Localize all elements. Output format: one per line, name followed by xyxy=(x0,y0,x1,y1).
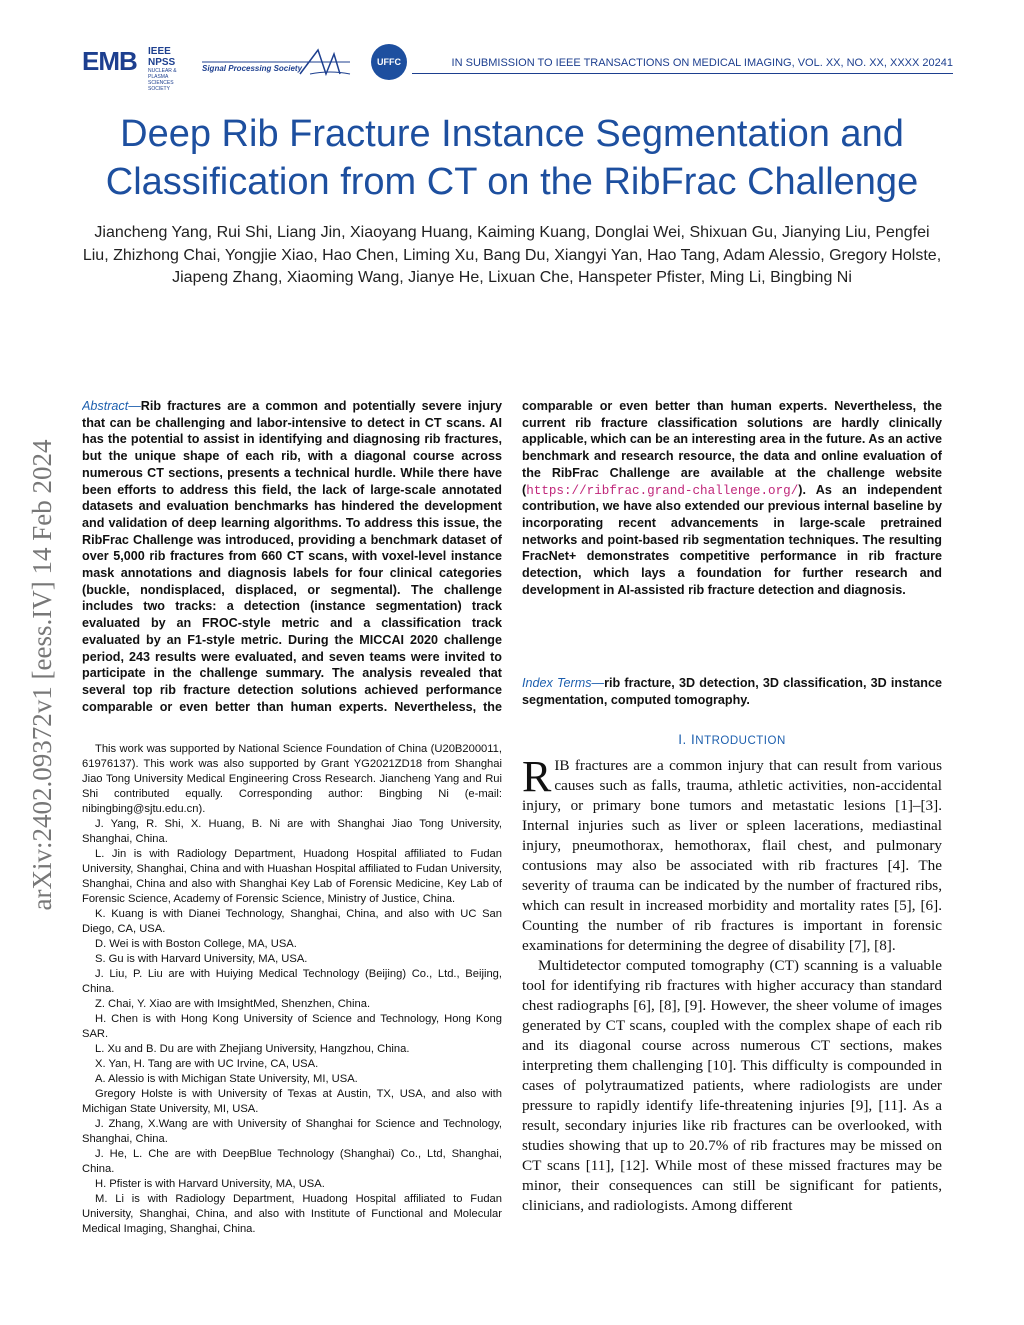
abstract-text-1: comparable or even better than human experts. Nevertheless, the current rib fracture classification solutions are hardly clinically applicable, which can be an interesting area in the future. As an active benchmark and research resource, the data and online evaluation of the RibFrac Challenge are available at the challenge website ( xyxy=(522,399,942,497)
index-terms-text: rib fracture, 3D detection, 3D classification, 3D instance segmentation, computed tomography. xyxy=(522,676,942,707)
intro-p1-text: fractures are a common injury that can result from various causes such as falls, trauma, athletic activities, non-accidental injury, or primary bone tumors and metastatic lesions [1]–[3]. Internal injuries such as liver or spleen lacerations, mediastinal injury, pneumothorax, hemothorax, flail chest, and pulmonary contusions may also be associated with rib fractures [4]. The severity of trauma can be indicated by the number of fractured ribs, which can result in increased morbidity and mortality rates [5], [6]. Counting the number of rib fractures is important in forensic examinations for determining the degree of disability [7], [8]. xyxy=(522,757,942,954)
footnote-0: This work was supported by National Science Foundation of China (U20B200011, 61976137). This work was also supported by Grant YG2021ZD18 from Shanghai Jiao Tong University Medical Engineering Cross Research. Jiancheng Yang and Rui Shi contributed equally. Corresponding author: Bingbing Ni (e-mail: nibingbing@sjtu.edu.cn). xyxy=(82,743,502,815)
sps-logo-text: Signal Processing Society xyxy=(202,64,303,73)
ieee-npss-logo xyxy=(148,46,194,92)
abstract-right-column xyxy=(522,398,942,668)
footnote-4: D. Wei is with Boston College, MA, USA. xyxy=(95,938,297,950)
abstract-text-1: Rib fractures are a common and potentially severe injury that can be challenging and labor-intensive to detect in CT scans. AI has the potential to assist in identifying and diagnosing rib fractures, but the unique shape of each rib, with a diagonal course across numerous CT sections, presents a technical hurdle. While there have been efforts to address this field, the lack of large-scale annotated datasets and evaluation benchmarks has hindered the development and validation of deep learning algorithms. To address this issue, the RibFrac Challenge was introduced, providing a benchmark dataset of over 5,000 rib fractures from 660 CT scans, with voxel-level instance mask annotations and diagnosis labels for four clinical categories (buckle, nondisplaced, displaced, or segmental). The challenge includes two tracks: a detection (instance segmentation) track evaluated by an FROC-style metric and a classification track evaluated by an F1-style metric. During the MICCAI 2020 challenge period, 243 results were evaluated, and seven teams were invited to participate in the challenge summary. The analysis revealed that several top rib fracture detection solutions achieved performance comparable or even better than human experts. Nevertheless, the xyxy=(82,399,502,714)
footnote-15: H. Pfister is with Harvard University, MA, USA. xyxy=(95,1178,325,1190)
uffc-logo: UFFC xyxy=(371,44,407,80)
footnote-10: X. Yan, H. Tang are with UC Irvine, CA, USA. xyxy=(95,1058,319,1070)
npss-logo-text: IEEE NPSS xyxy=(148,46,176,68)
abstract-left-column xyxy=(82,398,502,716)
abstract-label: Abstract— xyxy=(82,399,141,413)
intro-paragraph-1 xyxy=(522,752,942,956)
footnote-13: J. Zhang, X.Wang are with University of Shanghai for Science and Technology, Shanghai, China. xyxy=(82,1118,502,1145)
emb-logo: EMB xyxy=(82,46,137,76)
footnote-8: H. Chen is with Hong Kong University of Science and Technology, Hong Kong SAR. xyxy=(82,1013,502,1040)
footnote-16: M. Li is with Radiology Department, Huadong Hospital affiliated to Fudan University, Shanghai, China, and also with Institute of Functional and Molecular Medical Imaging, Shanghai, China. xyxy=(82,1193,502,1235)
abstract-text-2: ). As an independent contribution, we have also extended our previous internal baseline by incorporating recent advancements in large-scale pretrained networks and point-based rib segmentation techniques. The resulting FracNet+ demonstrates competitive performance in rib fracture detection, which lays a foundation for further research and development in AI-assisted rib fracture detection and diagnosis. xyxy=(522,482,942,597)
intro-lead: IB xyxy=(554,757,570,774)
footnote-3: K. Kuang is with Dianei Technology, Shanghai, China, and also with UC San Diego, CA, USA. xyxy=(82,908,502,935)
footnote-7: Z. Chai, Y. Xiao are with ImsightMed, Shenzhen, China. xyxy=(95,998,371,1010)
section-heading-introduction xyxy=(522,732,942,747)
header-rule xyxy=(412,73,953,74)
journal-header: IN SUBMISSION TO IEEE TRANSACTIONS ON MEDICAL IMAGING, VOL. XX, NO. XX, XXXX 20241 xyxy=(451,57,953,69)
abstract-block-left xyxy=(82,398,502,716)
footnote-14: J. He, L. Che are with DeepBlue Technology (Shanghai) Co., Ltd, Shanghai, China. xyxy=(82,1148,502,1175)
paper-title: Deep Rib Fracture Instance Segmentation and Classification from CT on the RibFrac Challenge xyxy=(105,113,919,203)
footnote-1: J. Yang, R. Shi, X. Huang, B. Ni are with Shanghai Jiao Tong University, Shanghai, China. xyxy=(82,818,502,845)
section-title-initial: I xyxy=(691,732,696,747)
footnotes xyxy=(82,742,502,1237)
intro-paragraph-2: Multidetector computed tomography (CT) scanning is a valuable tool for identifying rib fractures with higher accuracy than standard chest radiographs [6], [8], [9]. However, the sheer volume of images generated by CT scans, coupled with the complex shape of each rib and its diagonal course across numerous CT sections, makes interpreting them challenging [10]. This difficulty is compounded in cases of polytraumatized patients, where radiologists are under pressure to rapidly identify life-threatening injuries [9], [11]. As a result, secondary injuries like rib fractures can be overlooked, with studies showing that up to 20.7% of rib fractures may be missed on CT scans [11], [12]. While most of these missed fractures may be minor, their consequences can still be significant for patients, clinicians, and radiologists. Among different xyxy=(522,957,942,1214)
index-terms xyxy=(522,675,942,708)
arxiv-stamp: arXiv:2402.09372v1 [eess.IV] 14 Feb 2024 xyxy=(27,439,57,911)
section-title-rest: NTRODUCTION xyxy=(695,735,786,747)
sps-wave-icon xyxy=(200,44,360,82)
npss-subtitle: NUCLEAR & PLASMA SCIENCES SOCIETY xyxy=(148,68,177,92)
challenge-url[interactable]: https://ribfrac.grand-challenge.org/ xyxy=(526,483,799,498)
introduction-body xyxy=(522,752,942,1216)
index-terms-label: Index Terms— xyxy=(522,676,605,690)
abstract-block-right xyxy=(522,398,942,599)
author-list: Jiancheng Yang, Rui Shi, Liang Jin, Xiaoyang Huang, Kaiming Kuang, Donglai Wei, Shixuan Gu, Jianying Liu, Pengfei Liu, Zhizhong Chai, Yongjie Xiao, Hao Chen, Liming Xu, Bang Du, Xiangyi Yan, Hao Tang, Adam Alessio, Gregory Holste, Jiapeng Zhang, Xiaoming Wang, Jianye He, Lixuan Che, Hanspeter Pfister, Ming Li, Bingbing Ni xyxy=(82,224,942,286)
drop-cap: R xyxy=(522,752,552,801)
footnote-6: J. Liu, P. Liu are with Huiying Medical Technology (Beijing) Co., Ltd., Beijing, China. xyxy=(82,968,502,995)
footnote-2: L. Jin is with Radiology Department, Huadong Hospital affiliated to Fudan University, Shanghai, China and with Huashan Hospital affiliated to Fudan University, Shanghai, China and also with Shanghai Key Lab of Forensic Medicine, Key Lab of Forensic Science, Academy of Forensic Science, Ministry of Justice, China. xyxy=(82,848,502,905)
footnote-11: A. Alessio is with Michigan State University, MI, USA. xyxy=(95,1073,358,1085)
signal-processing-society-logo xyxy=(200,44,360,82)
footnote-12: Gregory Holste is with University of Texas at Austin, TX, USA, and also with Michigan State University, MI, USA. xyxy=(82,1088,502,1115)
footnote-5: S. Gu is with Harvard University, MA, USA. xyxy=(95,953,308,965)
section-numeral: I. xyxy=(678,732,692,747)
footnote-9: L. Xu and B. Du are with Zhejiang University, Hangzhou, China. xyxy=(95,1043,410,1055)
